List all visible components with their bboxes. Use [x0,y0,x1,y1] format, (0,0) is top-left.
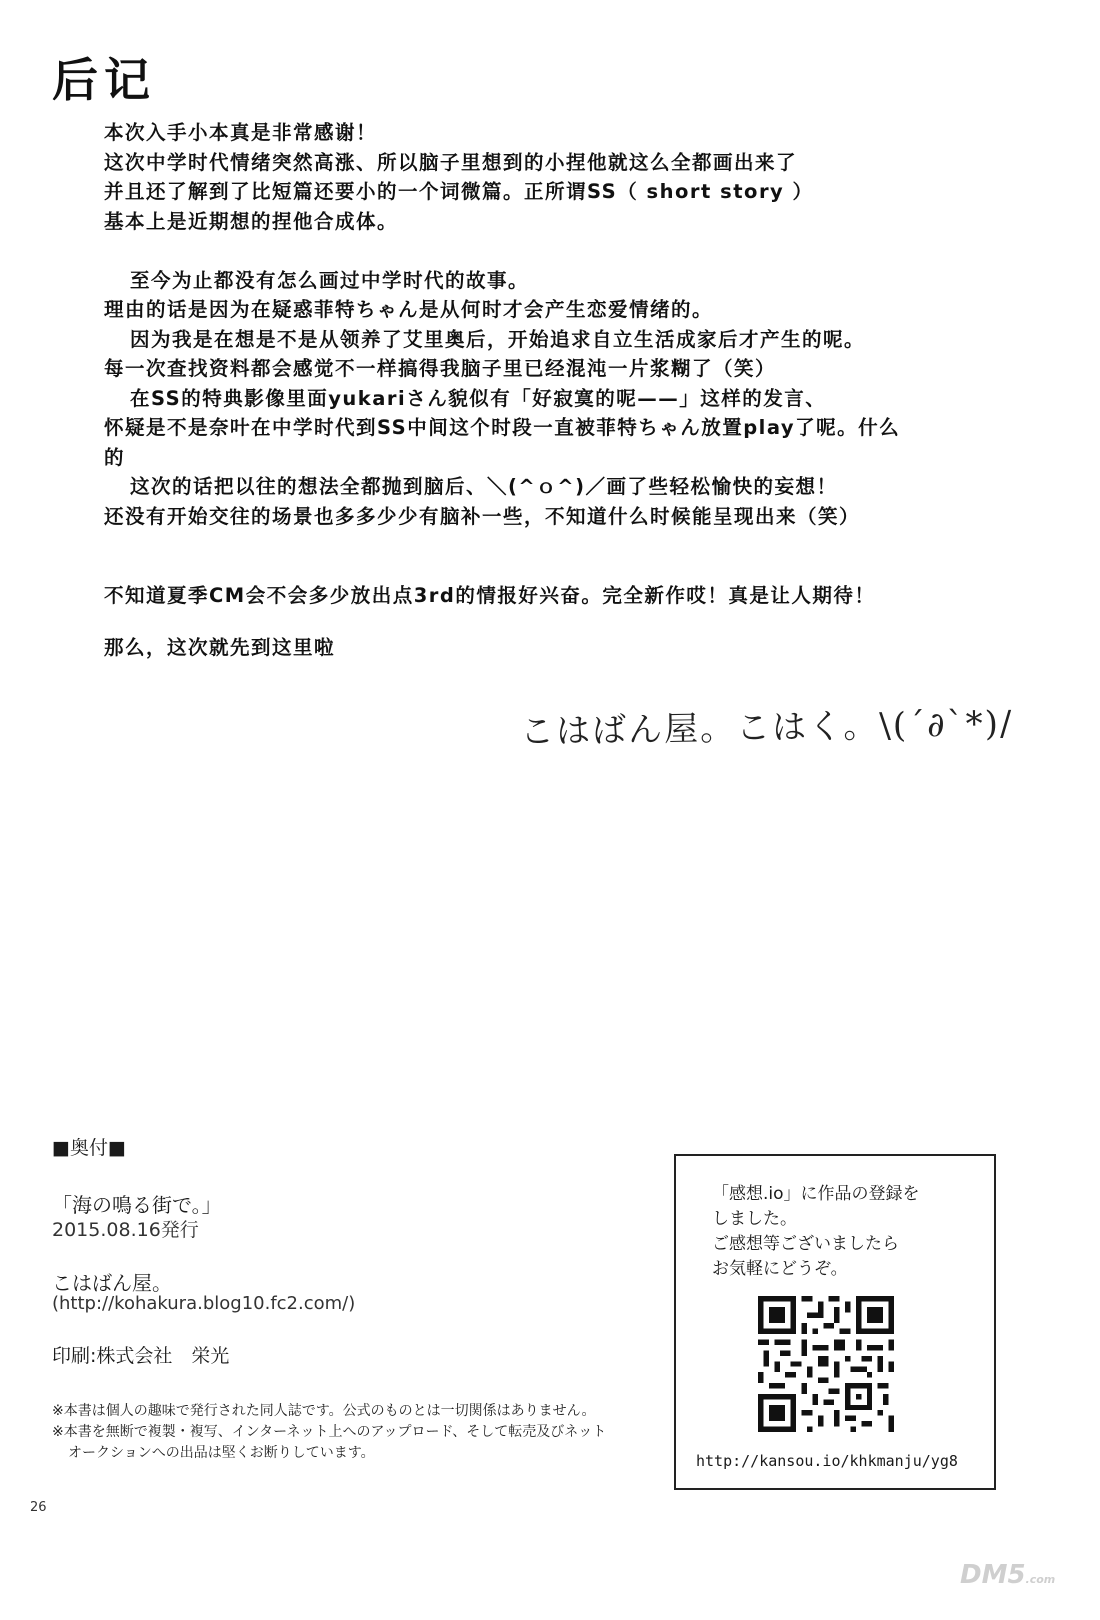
site-watermark-logo [960,1560,1055,1590]
qr-message [712,1182,920,1282]
legal-note: オークションへの出品は堅くお断りしています。 [68,1445,375,1461]
work-title: 「海の鳴る街で。」 [52,1193,222,1217]
legal-note: ※本書を無断で複製・複写、インターネット上へのアップロード、そして転売及びネット [52,1424,607,1440]
watermark-suffix: .com [1025,1573,1056,1586]
qr-message-line: しました。 [712,1209,797,1229]
body-line: 理由的话是因为在疑惑菲特ちゃん是从何时才会产生恋爱情绪的。 [104,298,714,321]
printer-info: 印刷:株式会社 栄光 [52,1345,230,1367]
circle-url: (http://kohakura.blog10.fc2.com/) [52,1293,356,1314]
qr-message-line: お気軽にどうぞ。 [712,1259,848,1279]
body-line: 每一次查找资料都会感觉不一样搞得我脑子里已经混沌一片浆糊了（笑） [104,357,777,380]
body-line: 不知道夏季CM会不会多少放出点3rd的情报好兴奋。完全新作哎！真是让人期待！ [104,584,876,607]
paragraph-gap [104,611,1034,633]
body-line: 并且还了解到了比短篇还要小的一个词微篇。正所谓SS（ short story ） [104,180,814,203]
circle-name: こはばん屋。 [52,1271,172,1295]
page-heading: 后记 [52,53,156,107]
body-line: 那么，这次就先到这里啦 [104,635,336,659]
colophon [52,1133,672,1464]
publish-date: 2015.08.16発行 [52,1219,199,1241]
body-line: 还没有开始交往的场景也多多少少有脑补一些，不知道什么时候能呈现出来（笑） [104,504,861,528]
body-line: 这次中学时代情绪突然高涨、所以脑子里想到的小捏他就这么全都画出来了 [104,150,798,174]
afterword-body [104,118,1034,662]
body-line: 本次入手小本真是非常感谢！ [104,121,378,144]
page-number: 26 [30,1500,47,1515]
qr-info-box [674,1154,996,1490]
watermark-main: DM5 [960,1560,1026,1590]
paragraph-gap [104,531,1034,581]
paragraph-gap [104,236,1034,266]
body-line: 怀疑是不是奈叶在中学时代到SS中间这个时段一直被菲特ちゃん放置play了呢。什么 [104,416,901,439]
body-line: 基本上是近期想的捏他合成体。 [104,209,399,233]
body-line: 在SS的特典影像里面yukariさん貌似有「好寂寞的呢——」这样的发言、 [130,386,827,410]
qr-message-line: 「感想.io」に作品の登録を [712,1184,920,1204]
colophon-title: ■奥付■ [52,1137,126,1159]
qr-code-icon[interactable] [758,1296,894,1432]
qr-url[interactable]: http://kansou.io/khkmanju/yg8 [696,1452,958,1470]
body-line: 的 [104,445,126,469]
body-line: 至今为止都没有怎么画过中学时代的故事。 [130,268,530,292]
qr-message-line: ご感想等ございましたら [712,1234,899,1254]
author-signature: こはばん屋。こはく。\(´∂`*)/ [519,703,1014,753]
body-line: 因为我是在想是不是从领养了艾里奥后，开始追求自立生活成家后才产生的呢。 [130,327,866,351]
legal-note: ※本書は個人の趣味で発行された同人誌です。公式のものとは一切関係はありません。 [52,1403,596,1419]
legal-notes [52,1401,672,1464]
body-line: 这次的话把以往的想法全都抛到脑后、＼(^ｏ^)／画了些轻松愉快的妄想！ [130,475,838,498]
